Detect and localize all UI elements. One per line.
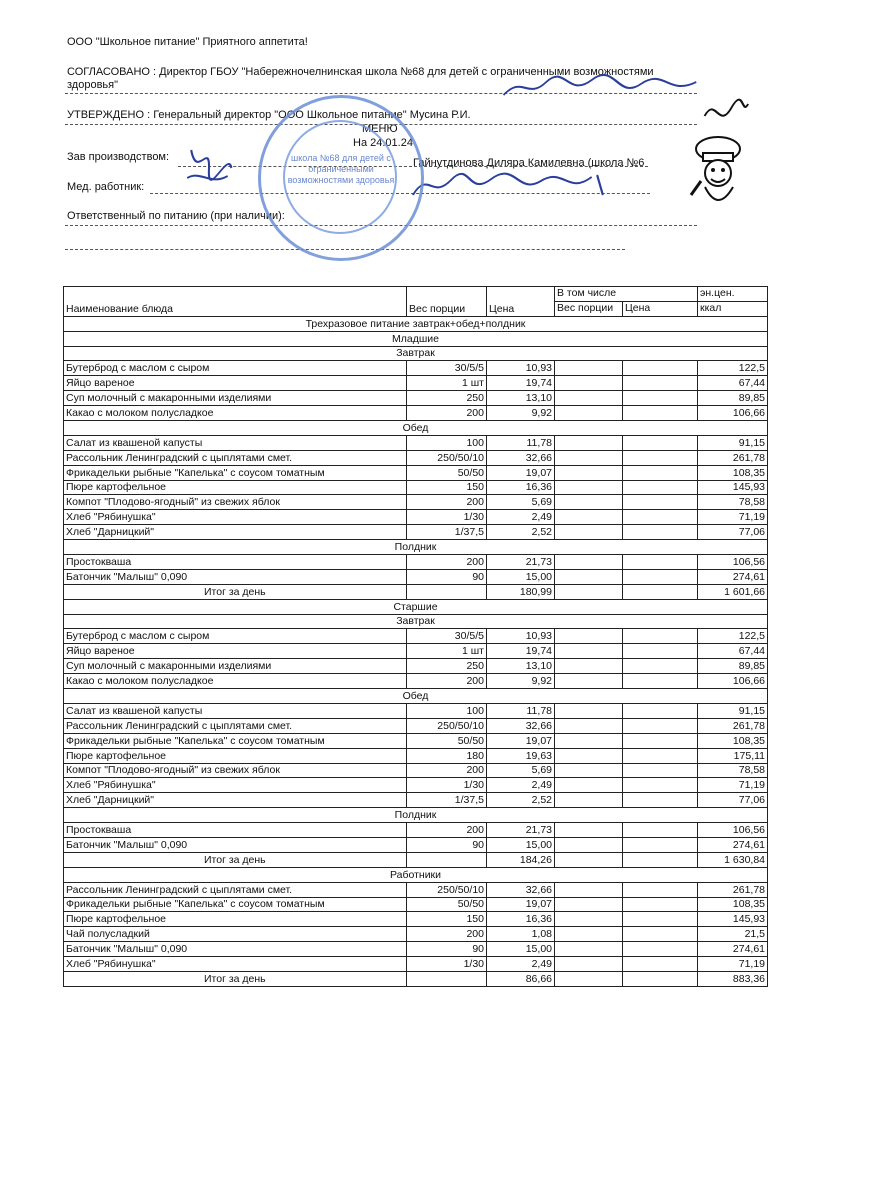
section-row	[64, 867, 768, 882]
dish-name: Какао с молоком полусладкое	[64, 674, 407, 689]
dish-name: Бутерброд с маслом с сыром	[64, 629, 407, 644]
total-price: 184,26	[487, 852, 555, 867]
dish-price: 15,00	[487, 569, 555, 584]
dish-name: Батончик "Малыш" 0,090	[64, 569, 407, 584]
empty-cell	[623, 555, 698, 570]
dish-weight: 1/30	[407, 778, 487, 793]
empty-cell	[555, 659, 623, 674]
dish-weight: 250/50/10	[407, 718, 487, 733]
dish-weight: 150	[407, 912, 487, 927]
dish-kcal: 67,44	[698, 644, 768, 659]
dish-price: 2,49	[487, 957, 555, 972]
dish-weight: 250	[407, 391, 487, 406]
dish-kcal: 21,5	[698, 927, 768, 942]
section-row	[64, 689, 768, 704]
dish-price: 19,07	[487, 465, 555, 480]
dish-price: 2,49	[487, 510, 555, 525]
dish-weight: 50/50	[407, 733, 487, 748]
dish-name: Яйцо вареное	[64, 644, 407, 659]
column-header-kcal: эн.цен.	[698, 287, 768, 302]
empty-cell	[555, 525, 623, 540]
table-row	[64, 555, 768, 570]
empty-cell	[555, 406, 623, 421]
dish-price: 16,36	[487, 912, 555, 927]
column-header-weight: Вес порции	[407, 287, 487, 317]
section-row	[64, 808, 768, 823]
empty-cell	[623, 450, 698, 465]
dish-price: 32,66	[487, 450, 555, 465]
total-price: 86,66	[487, 971, 555, 986]
table-row	[64, 778, 768, 793]
table-row	[64, 450, 768, 465]
empty-cell	[555, 927, 623, 942]
column-header-price: Цена	[487, 287, 555, 317]
empty-cell	[555, 495, 623, 510]
dish-price: 2,52	[487, 793, 555, 808]
empty-cell	[555, 465, 623, 480]
dish-weight: 30/5/5	[407, 629, 487, 644]
agreed-line-2: здоровья"	[67, 79, 119, 91]
menu-title: МЕНЮ	[362, 123, 398, 135]
empty-cell	[623, 644, 698, 659]
empty-cell	[623, 763, 698, 778]
empty-cell	[623, 584, 698, 599]
table-row	[64, 927, 768, 942]
empty-cell	[623, 703, 698, 718]
dish-kcal: 91,15	[698, 435, 768, 450]
dish-name: Хлеб "Дарницкий"	[64, 793, 407, 808]
dish-kcal: 108,35	[698, 733, 768, 748]
empty-cell	[555, 703, 623, 718]
agreed-line: СОГЛАСОВАНО : Директор ГБОУ "Набережночелнинская школа №68 для детей с ограниченными возможностями	[67, 66, 654, 78]
dish-weight: 1/37,5	[407, 793, 487, 808]
empty-cell	[623, 793, 698, 808]
dish-weight: 1/30	[407, 510, 487, 525]
dish-weight: 200	[407, 555, 487, 570]
section-row	[64, 614, 768, 629]
dish-kcal: 77,06	[698, 793, 768, 808]
total-label: Итог за день	[64, 971, 407, 986]
table-row	[64, 525, 768, 540]
dish-weight: 250/50/10	[407, 882, 487, 897]
total-row	[64, 852, 768, 867]
column-header-included-price: Цена	[623, 301, 698, 316]
dish-kcal: 261,78	[698, 718, 768, 733]
empty-cell	[623, 406, 698, 421]
section-label: Обед	[64, 421, 768, 436]
dish-name: Хлеб "Дарницкий"	[64, 525, 407, 540]
dish-kcal: 78,58	[698, 495, 768, 510]
empty-cell	[555, 912, 623, 927]
empty-cell	[623, 897, 698, 912]
dish-weight: 50/50	[407, 897, 487, 912]
dish-kcal: 122,5	[698, 629, 768, 644]
empty-cell	[407, 852, 487, 867]
dish-name: Суп молочный с макаронными изделиями	[64, 391, 407, 406]
section-row	[64, 316, 768, 331]
dish-price: 13,10	[487, 391, 555, 406]
empty-cell	[623, 435, 698, 450]
section-row	[64, 346, 768, 361]
dish-name: Хлеб "Рябинушка"	[64, 778, 407, 793]
menu-table	[63, 286, 768, 987]
dish-price: 32,66	[487, 718, 555, 733]
dish-name: Фрикадельки рыбные "Капелька" с соусом томатным	[64, 733, 407, 748]
section-label: Работники	[64, 867, 768, 882]
table-row	[64, 718, 768, 733]
dish-price: 5,69	[487, 495, 555, 510]
table-row	[64, 495, 768, 510]
production-name: Гайнутдинова Диляра Камилевна (школа №6	[413, 157, 645, 169]
column-header-included-weight: Вес порции	[555, 301, 623, 316]
dish-weight: 200	[407, 406, 487, 421]
dish-name: Хлеб "Рябинушка"	[64, 957, 407, 972]
table-row	[64, 703, 768, 718]
empty-cell	[555, 957, 623, 972]
empty-cell	[623, 376, 698, 391]
empty-cell	[623, 927, 698, 942]
dish-kcal: 274,61	[698, 569, 768, 584]
dish-kcal: 274,61	[698, 837, 768, 852]
section-label: Младшие	[64, 331, 768, 346]
empty-cell	[623, 837, 698, 852]
dish-price: 10,93	[487, 361, 555, 376]
dish-weight: 250	[407, 659, 487, 674]
dish-kcal: 71,19	[698, 510, 768, 525]
official-stamp-icon	[258, 95, 424, 261]
empty-cell	[623, 718, 698, 733]
table-row	[64, 793, 768, 808]
dish-name: Яйцо вареное	[64, 376, 407, 391]
dish-price: 32,66	[487, 882, 555, 897]
column-header-kcal-unit: ккал	[698, 301, 768, 316]
dish-name: Батончик "Малыш" 0,090	[64, 837, 407, 852]
empty-cell	[555, 793, 623, 808]
total-kcal: 883,36	[698, 971, 768, 986]
total-row	[64, 584, 768, 599]
dish-name: Рассольник Ленинградский с цыплятами смет.	[64, 718, 407, 733]
dish-price: 11,78	[487, 703, 555, 718]
dish-weight: 200	[407, 823, 487, 838]
chef-logo-icon	[683, 135, 753, 215]
empty-cell	[555, 361, 623, 376]
empty-cell	[555, 629, 623, 644]
dish-weight: 200	[407, 927, 487, 942]
empty-cell	[555, 555, 623, 570]
dish-weight: 100	[407, 435, 487, 450]
handwritten-signature-icon	[496, 70, 704, 106]
stamp-text: школа №68 для детей с ограниченными возможностями здоровья	[287, 153, 395, 185]
total-label: Итог за день	[64, 852, 407, 867]
dish-weight: 1/30	[407, 957, 487, 972]
section-label: Полдник	[64, 808, 768, 823]
empty-cell	[623, 480, 698, 495]
empty-cell	[623, 733, 698, 748]
dish-name: Пюре картофельное	[64, 748, 407, 763]
empty-cell	[555, 584, 623, 599]
empty-cell	[555, 823, 623, 838]
medic-label: Мед. работник:	[67, 181, 145, 193]
dish-weight: 250/50/10	[407, 450, 487, 465]
empty-cell	[623, 957, 698, 972]
handwritten-signature-icon	[406, 165, 625, 205]
dish-weight: 180	[407, 748, 487, 763]
dish-name: Салат из квашеной капусты	[64, 435, 407, 450]
empty-cell	[623, 495, 698, 510]
empty-cell	[555, 510, 623, 525]
dish-kcal: 145,93	[698, 480, 768, 495]
section-row	[64, 599, 768, 614]
dish-price: 1,08	[487, 927, 555, 942]
dish-name: Салат из квашеной капусты	[64, 703, 407, 718]
dish-weight: 90	[407, 837, 487, 852]
dish-weight: 1 шт	[407, 376, 487, 391]
section-row	[64, 421, 768, 436]
dish-kcal: 274,61	[698, 942, 768, 957]
dish-name: Чай полусладкий	[64, 927, 407, 942]
empty-cell	[555, 971, 623, 986]
table-row	[64, 837, 768, 852]
dish-name: Фрикадельки рыбные "Капелька" с соусом томатным	[64, 897, 407, 912]
dish-price: 2,52	[487, 525, 555, 540]
table-row	[64, 659, 768, 674]
empty-cell	[623, 510, 698, 525]
dish-name: Рассольник Ленинградский с цыплятами смет.	[64, 450, 407, 465]
empty-cell	[555, 391, 623, 406]
empty-cell	[623, 391, 698, 406]
empty-cell	[555, 763, 623, 778]
dish-price: 19,74	[487, 376, 555, 391]
dish-price: 19,07	[487, 733, 555, 748]
dish-kcal: 106,56	[698, 823, 768, 838]
dish-name: Рассольник Ленинградский с цыплятами смет.	[64, 882, 407, 897]
dish-price: 21,73	[487, 555, 555, 570]
dish-price: 19,74	[487, 644, 555, 659]
dish-kcal: 78,58	[698, 763, 768, 778]
empty-cell	[555, 748, 623, 763]
table-row	[64, 942, 768, 957]
empty-cell	[623, 882, 698, 897]
empty-cell	[623, 912, 698, 927]
table-row	[64, 763, 768, 778]
dish-kcal: 71,19	[698, 778, 768, 793]
dish-price: 15,00	[487, 837, 555, 852]
table-row	[64, 391, 768, 406]
section-label: Обед	[64, 689, 768, 704]
dish-name: Суп молочный с макаронными изделиями	[64, 659, 407, 674]
table-row	[64, 435, 768, 450]
section-label: Полдник	[64, 540, 768, 555]
handwritten-signature-icon	[696, 96, 754, 132]
org-title: ООО "Школьное питание" Приятного аппетита!	[67, 36, 308, 48]
dish-weight: 90	[407, 569, 487, 584]
dish-name: Компот "Плодово-ягодный" из свежих яблок	[64, 763, 407, 778]
dish-kcal: 67,44	[698, 376, 768, 391]
table-row	[64, 748, 768, 763]
table-row	[64, 897, 768, 912]
section-label: Трехразовое питание завтрак+обед+полдник	[64, 316, 768, 331]
empty-cell	[555, 644, 623, 659]
table-row	[64, 644, 768, 659]
empty-cell	[555, 778, 623, 793]
dish-kcal: 89,85	[698, 391, 768, 406]
empty-cell	[555, 718, 623, 733]
dish-kcal: 145,93	[698, 912, 768, 927]
empty-cell	[623, 569, 698, 584]
empty-cell	[623, 748, 698, 763]
dish-kcal: 175,11	[698, 748, 768, 763]
total-kcal: 1 630,84	[698, 852, 768, 867]
table-row	[64, 957, 768, 972]
empty-cell	[623, 659, 698, 674]
empty-cell	[407, 971, 487, 986]
dish-kcal: 122,5	[698, 361, 768, 376]
dish-price: 10,93	[487, 629, 555, 644]
dish-name: Хлеб "Рябинушка"	[64, 510, 407, 525]
dish-weight: 90	[407, 942, 487, 957]
dish-kcal: 71,19	[698, 957, 768, 972]
empty-cell	[555, 450, 623, 465]
table-row	[64, 912, 768, 927]
empty-cell	[555, 733, 623, 748]
dish-kcal: 106,56	[698, 555, 768, 570]
dish-name: Батончик "Малыш" 0,090	[64, 942, 407, 957]
total-row	[64, 971, 768, 986]
total-kcal: 1 601,66	[698, 584, 768, 599]
responsible-label: Ответственный по питанию (при наличии):	[67, 210, 285, 222]
dish-price: 11,78	[487, 435, 555, 450]
empty-cell	[555, 897, 623, 912]
dish-name: Фрикадельки рыбные "Капелька" с соусом томатным	[64, 465, 407, 480]
dish-weight: 200	[407, 674, 487, 689]
table-row	[64, 510, 768, 525]
menu-date: На 24.01.24	[353, 137, 413, 149]
dish-kcal: 77,06	[698, 525, 768, 540]
handwritten-signature-icon	[175, 140, 246, 190]
empty-cell	[623, 942, 698, 957]
table-row	[64, 882, 768, 897]
table-header-row	[64, 287, 768, 302]
dish-name: Простокваша	[64, 823, 407, 838]
section-label: Завтрак	[64, 614, 768, 629]
section-row	[64, 331, 768, 346]
empty-cell	[555, 837, 623, 852]
section-label: Старшие	[64, 599, 768, 614]
dish-kcal: 261,78	[698, 882, 768, 897]
dish-price: 2,49	[487, 778, 555, 793]
dish-weight: 200	[407, 495, 487, 510]
empty-cell	[555, 435, 623, 450]
empty-cell	[555, 480, 623, 495]
dish-price: 15,00	[487, 942, 555, 957]
table-row	[64, 629, 768, 644]
table-row	[64, 480, 768, 495]
table-row	[64, 733, 768, 748]
empty-cell	[407, 584, 487, 599]
column-header-included: В том числе	[555, 287, 698, 302]
table-row	[64, 569, 768, 584]
empty-cell	[623, 823, 698, 838]
empty-cell	[555, 569, 623, 584]
empty-cell	[623, 465, 698, 480]
dish-name: Пюре картофельное	[64, 480, 407, 495]
table-row	[64, 406, 768, 421]
dish-kcal: 91,15	[698, 703, 768, 718]
table-row	[64, 361, 768, 376]
empty-cell	[623, 971, 698, 986]
column-header-name: Наименование блюда	[64, 287, 407, 317]
table-row	[64, 823, 768, 838]
table-row	[64, 674, 768, 689]
dish-name: Простокваша	[64, 555, 407, 570]
dish-kcal: 108,35	[698, 465, 768, 480]
dish-weight: 100	[407, 703, 487, 718]
dish-price: 9,92	[487, 406, 555, 421]
dish-price: 16,36	[487, 480, 555, 495]
dish-weight: 1/37,5	[407, 525, 487, 540]
dish-weight: 150	[407, 480, 487, 495]
dish-price: 21,73	[487, 823, 555, 838]
approved-line: УТВЕРЖДЕНО : Генеральный директор "ООО Школьное питание" Мусина Р.И.	[67, 109, 471, 121]
dish-name: Бутерброд с маслом с сыром	[64, 361, 407, 376]
dish-name: Пюре картофельное	[64, 912, 407, 927]
dish-name: Какао с молоком полусладкое	[64, 406, 407, 421]
production-label: Зав производством:	[67, 151, 170, 163]
dish-price: 9,92	[487, 674, 555, 689]
empty-cell	[555, 882, 623, 897]
empty-cell	[555, 852, 623, 867]
dish-kcal: 106,66	[698, 674, 768, 689]
empty-cell	[623, 525, 698, 540]
empty-cell	[555, 942, 623, 957]
empty-cell	[555, 674, 623, 689]
dish-price: 5,69	[487, 763, 555, 778]
empty-cell	[623, 361, 698, 376]
dish-price: 19,07	[487, 897, 555, 912]
dish-kcal: 108,35	[698, 897, 768, 912]
dish-kcal: 106,66	[698, 406, 768, 421]
dish-price: 13,10	[487, 659, 555, 674]
dish-kcal: 89,85	[698, 659, 768, 674]
dish-weight: 1 шт	[407, 644, 487, 659]
empty-cell	[555, 376, 623, 391]
empty-cell	[623, 629, 698, 644]
table-row	[64, 376, 768, 391]
dish-price: 19,63	[487, 748, 555, 763]
total-label: Итог за день	[64, 584, 407, 599]
section-label: Завтрак	[64, 346, 768, 361]
section-row	[64, 540, 768, 555]
dish-kcal: 261,78	[698, 450, 768, 465]
table-row	[64, 465, 768, 480]
empty-cell	[623, 674, 698, 689]
empty-cell	[623, 778, 698, 793]
empty-cell	[623, 852, 698, 867]
total-price: 180,99	[487, 584, 555, 599]
dish-weight: 50/50	[407, 465, 487, 480]
dish-weight: 200	[407, 763, 487, 778]
dish-weight: 30/5/5	[407, 361, 487, 376]
dish-name: Компот "Плодово-ягодный" из свежих яблок	[64, 495, 407, 510]
